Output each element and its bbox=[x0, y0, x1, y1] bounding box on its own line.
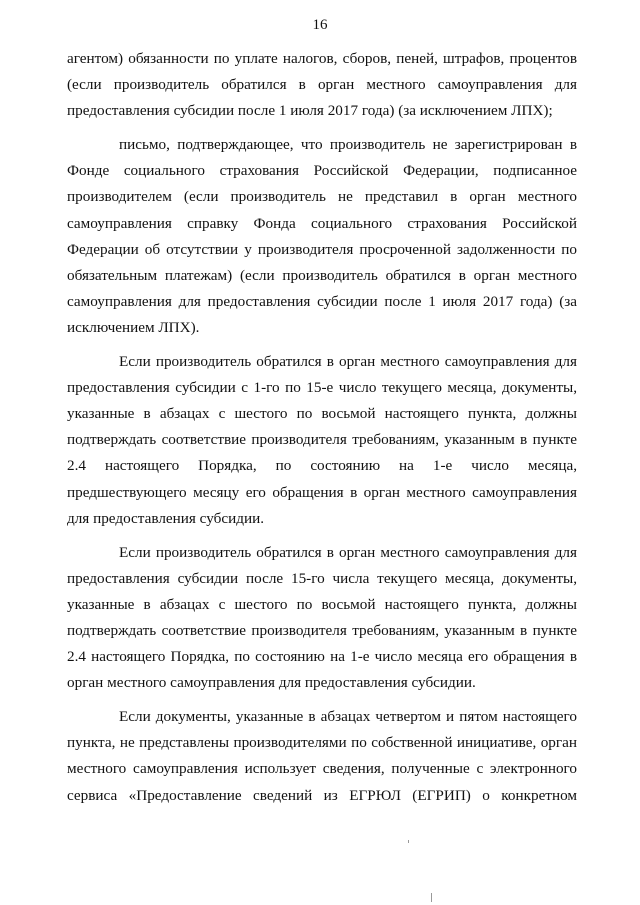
scan-speck bbox=[408, 840, 409, 843]
paragraph: агентом) обязанности по уплате налогов, сборов, пеней, штрафов, процентов (если производитель обратился в орган местного самоуправления для предоставления субсидии после 1 июля 2017 года) (за исключением ЛПХ); bbox=[67, 50, 577, 120]
paragraph: Если документы, указанные в абзацах четвертом и пятом настоящего пункта, не представлены производителями по собственной инициативе, орган местного самоуправления использует сведения, полученные с электронного сервиса «Предоставление сведений из ЕГРЮЛ (ЕГРИП) о конкретном bbox=[67, 708, 577, 804]
paragraph: Если производитель обратился в орган местного самоуправления для предоставления субсидии с 1-го по 15-е число текущего месяца, документы, указанные в абзацах с шестого по восьмой настоящего пункта, должны подтверждать соответствие производителя требованиям, указанным в пункте 2.4 настоящего Порядка, по состоянию на 1-е число месяца, предшествующего месяцу его обращения в орган местного самоуправления для предоставления субсидии. bbox=[67, 353, 577, 527]
paragraph: Если производитель обратился в орган местного самоуправления для предоставления субсидии после 15-го числа текущего месяца, документы, указанные в абзацах с шестого по восьмой настоящего пункта, должны подтверждать соответствие производителя требованиям, указанным в пункте 2.4 настоящего Порядка, по состоянию на 1-е число месяца его обращения в орган местного самоуправления для предоставления субсидии. bbox=[67, 543, 577, 692]
paragraph: письмо, подтверждающее, что производитель не зарегистрирован в Фонде социального страхования Российской Федерации, подписанное производителем (если производитель не представил в орган местного самоуправления справку Фонда социального страхования Российской Федерации об отсутствии у производителя просроченной задолженности по обязательным платежам) (если производитель обратился в орган местного самоуправления для предоставления субсидии после 1 июля 2017 года) (за исключением ЛПХ). bbox=[67, 136, 577, 336]
document-body bbox=[67, 46, 577, 809]
scan-speck bbox=[431, 893, 432, 902]
page-number: 16 bbox=[312, 17, 328, 33]
